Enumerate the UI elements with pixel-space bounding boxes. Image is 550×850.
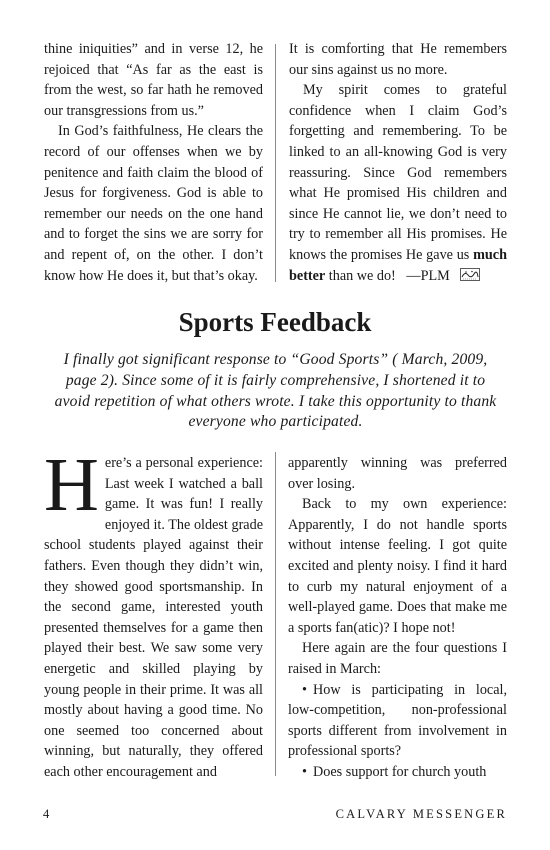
author-signature: —PLM	[406, 267, 450, 284]
paragraph-text: My spirit comes to grateful confidence when I claim God’s forgetting and remembering. To be linked to an all-knowing God is very reassuring. Since God remembers what He promised His children and since He cannot lie, we don’t need to try to remember all His promises. He knows the promises He gave us	[289, 82, 507, 263]
list-item-text: Does support for church youth	[313, 763, 487, 780]
bottom-right-column	[288, 453, 507, 783]
list-item-text: How is participating in local, low-competition, non-professional sports different from involvement in professional sports?	[288, 681, 507, 760]
paragraph-text: than we do!	[325, 267, 396, 284]
emphasis-text: much better	[289, 246, 507, 284]
end-mark-icon	[460, 268, 480, 281]
list-item	[288, 762, 507, 783]
bullet-icon: •	[302, 763, 307, 780]
paragraph: thine iniquities” and in verse 12, he rejoiced that “As far as the east is from the west, so far hath he removed our transgressions from us.”	[44, 41, 263, 119]
paragraph: It is comforting that He remembers our sins against us no more.	[289, 41, 507, 78]
section-title: Sports Feedback	[178, 307, 372, 337]
publication-name: CALVARY MESSENGER	[335, 807, 507, 821]
paragraph	[289, 80, 507, 286]
page-number: 4	[43, 807, 50, 821]
list-item	[288, 680, 507, 762]
column-divider	[275, 452, 276, 776]
section-intro: I finally got significant response to “Good Sports” ( March, 2009, page 2). Since some of it is fairly comprehensive, I shortened it to avoid repetition of what others wrote. I take this opportunity to thank everyone who participated.	[54, 351, 497, 431]
top-left-column	[44, 39, 263, 286]
drop-cap: H	[44, 443, 99, 527]
paragraph: In God’s faithfulness, He clears the record of our offenses when we by penitence and faith claim the blood of Jesus for forgiveness. God is able to remember our needs on the one hand and to forget the sins we are sorry for and repent of, on the other. I don’t know how He does it, but that’s okay.	[44, 123, 263, 284]
top-right-column	[289, 39, 507, 286]
bullet-icon: •	[302, 681, 307, 698]
paragraph	[44, 443, 263, 783]
paragraph-text: ere’s a personal experience: Last week I watched a ball game. It was fun! I really enjoyed it. The oldest grade school students played against their fathers. Even though they didn’t win, they showed good sportsmanship. In the second game, interested youth presented themselves for a game then played their best. We saw some very energetic and skilled playing by young people in their prime. It was all mostly about having a good time. No one seemed too concerned about winning, but naturally, they offered each other encouragement and	[44, 455, 263, 780]
paragraph: apparently winning was preferred over losing.	[288, 455, 507, 492]
bottom-left-column	[44, 443, 263, 783]
paragraph: Here again are the four questions I raised in March:	[288, 640, 507, 677]
column-divider	[275, 44, 276, 282]
paragraph: Back to my own experience: Apparently, I do not handle sports without intense feeling. I got quite excited and plenty noisy. I find it hard to curb my natural enjoyment of a well-played game. Does that make me a sports fan(atic)? I hope not!	[288, 496, 507, 636]
